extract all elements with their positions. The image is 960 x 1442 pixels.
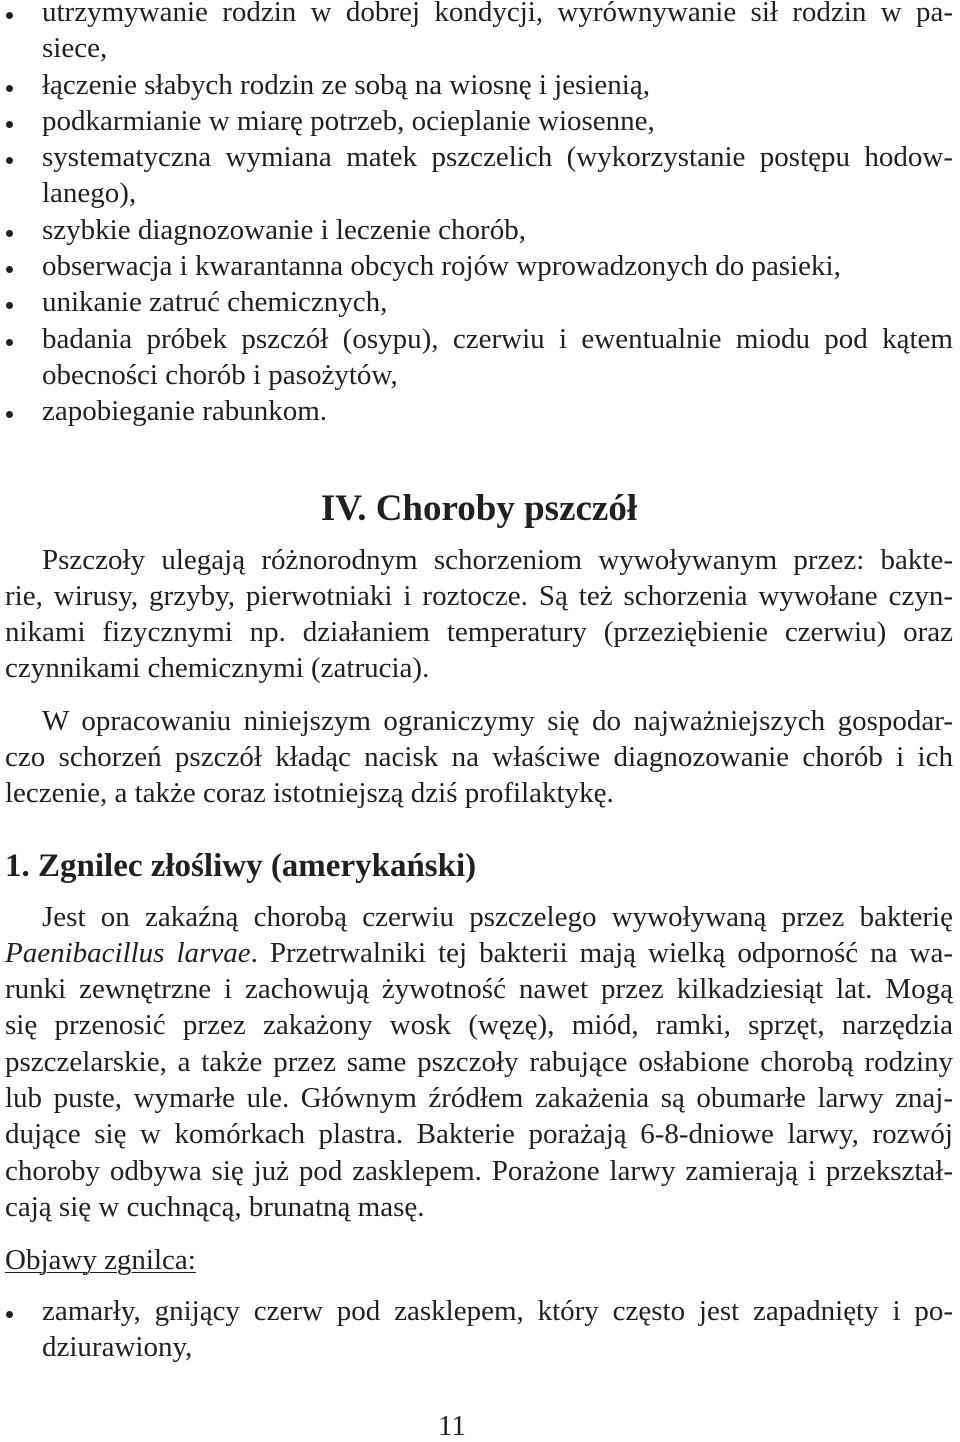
text-line: Jest on zakaźną chorobą czerwiu pszczelego wywoływaną przez bakterię — [42, 900, 953, 933]
list-item-line: lanego), — [42, 177, 137, 210]
list-item-line: podkarmianie w miarę potrzeb, ocieplanie wiosenne, — [42, 104, 655, 137]
list-item — [0, 67, 953, 103]
page-number: 11 — [438, 1410, 466, 1442]
list-item-line: szybkie diagnozowanie i leczenie chorób, — [42, 213, 526, 246]
list-item-line: systematyczna wymiana matek pszczelich (wykorzystanie postępu hodow- — [42, 141, 953, 174]
text-line: W opracowaniu niniejszym ograniczymy się do najważniejszych gospodar- — [42, 704, 953, 737]
list-item-line: badania próbek pszczół (osypu), czerwiu i ewentualnie miodu pod kątem — [42, 322, 953, 355]
text-line: rie, wirusy, grzyby, pierwotniaki i roztocze. Są też schorzenia wywołane czyn- — [5, 579, 953, 612]
list-item — [0, 321, 953, 394]
text-line: czynnikami chemicznymi (zatrucia). — [5, 652, 430, 685]
bullet-icon — [6, 121, 13, 128]
bullet-icon — [6, 12, 13, 19]
list-item — [0, 284, 953, 320]
species-name: Paenibacillus larvae — [5, 936, 251, 969]
list-item-line: zamarły, gnijący czerw pod zasklepem, który często jest zapadnięty i po- — [42, 1294, 953, 1327]
bullet-icon — [6, 1311, 13, 1318]
text-line: się przenosić przez zakażony wosk (węzę), miód, ramki, sprzęt, narzędzia — [5, 1009, 953, 1042]
list-item — [0, 1293, 953, 1366]
bullet-icon — [6, 85, 13, 92]
list-item-line: łączenie słabych rodzin ze sobą na wiosnę i jesienią, — [42, 68, 650, 101]
list-item-line: obecności chorób i pasożytów, — [42, 358, 398, 391]
paragraph — [5, 542, 953, 687]
list-item-line: siece, — [42, 32, 108, 65]
subsection-title: 1. Zgnilec złośliwy (amerykański) — [5, 848, 477, 884]
bullet-icon — [6, 411, 13, 418]
list-item — [0, 103, 953, 139]
bullet-icon — [6, 339, 13, 346]
symptoms-heading-block — [5, 1242, 953, 1278]
section-title: IV. Choroby pszczół — [320, 488, 638, 529]
symptoms-list — [0, 1293, 953, 1366]
list-item — [0, 248, 953, 284]
symptoms-heading-line — [5, 1242, 953, 1278]
text-line: nikami fizycznymi np. działaniem temperatury (przeziębienie czerwiu) oraz — [5, 616, 953, 649]
list-item-line: zapobieganie rabunkom. — [42, 395, 328, 428]
text-segment: . Przetrwalniki tej bakterii mają wielką odporność na wa- — [250, 936, 953, 969]
paragraph — [5, 703, 953, 812]
bullet-icon — [6, 157, 13, 164]
bullet-icon — [6, 266, 13, 273]
bullet-icon — [6, 302, 13, 309]
bullet-list — [0, 0, 953, 430]
text-line: Pszczoły ulegają różnorodnym schorzeniom wywoływanym przez: bakte- — [42, 543, 953, 576]
paragraph — [5, 899, 953, 1226]
symptoms-heading: Objawy zgnilca: — [5, 1243, 196, 1276]
text-line: pszczelarskie, a także przez same pszczoły rabujące osłabione chorobą rodziny — [5, 1045, 953, 1078]
list-item-line: unikanie zatruć chemicznych, — [42, 286, 388, 319]
text-line: leczenie, a także coraz istotniejszą dziś profilaktykę. — [5, 777, 614, 810]
text-line: czo schorzeń pszczół kładąc nacisk na właściwe diagnozowanie chorób i ich — [5, 740, 953, 773]
list-item — [0, 139, 953, 212]
text-line: lub puste, wymarłe ule. Głównym źródłem zakażenia są obumarłe larwy znaj- — [5, 1082, 953, 1115]
list-item-line: utrzymywanie rodzin w dobrej kondycji, wyrównywanie sił rodzin w pa- — [42, 0, 953, 28]
list-item-line: dziurawiony, — [42, 1330, 193, 1363]
list-item — [0, 393, 953, 429]
text-line: runki zewnętrzne i zachowują żywotność nawet przez kilkadziesiąt lat. Mogą — [5, 973, 953, 1006]
text-line — [5, 935, 953, 971]
list-item — [0, 0, 953, 67]
list-item — [0, 212, 953, 248]
text-line: choroby odbywa się już pod zasklepem. Porażone larwy zamierają i przekształ- — [5, 1154, 953, 1187]
text-line: dujące się w komórkach plastra. Bakterie porażają 6-8-dniowe larwy, rozwój — [5, 1118, 953, 1151]
text-line: cają się w cuchnącą, brunatną masę. — [5, 1190, 425, 1223]
list-item-line: obserwacja i kwarantanna obcych rojów wprowadzonych do pasieki, — [42, 250, 841, 283]
bullet-icon — [6, 230, 13, 237]
